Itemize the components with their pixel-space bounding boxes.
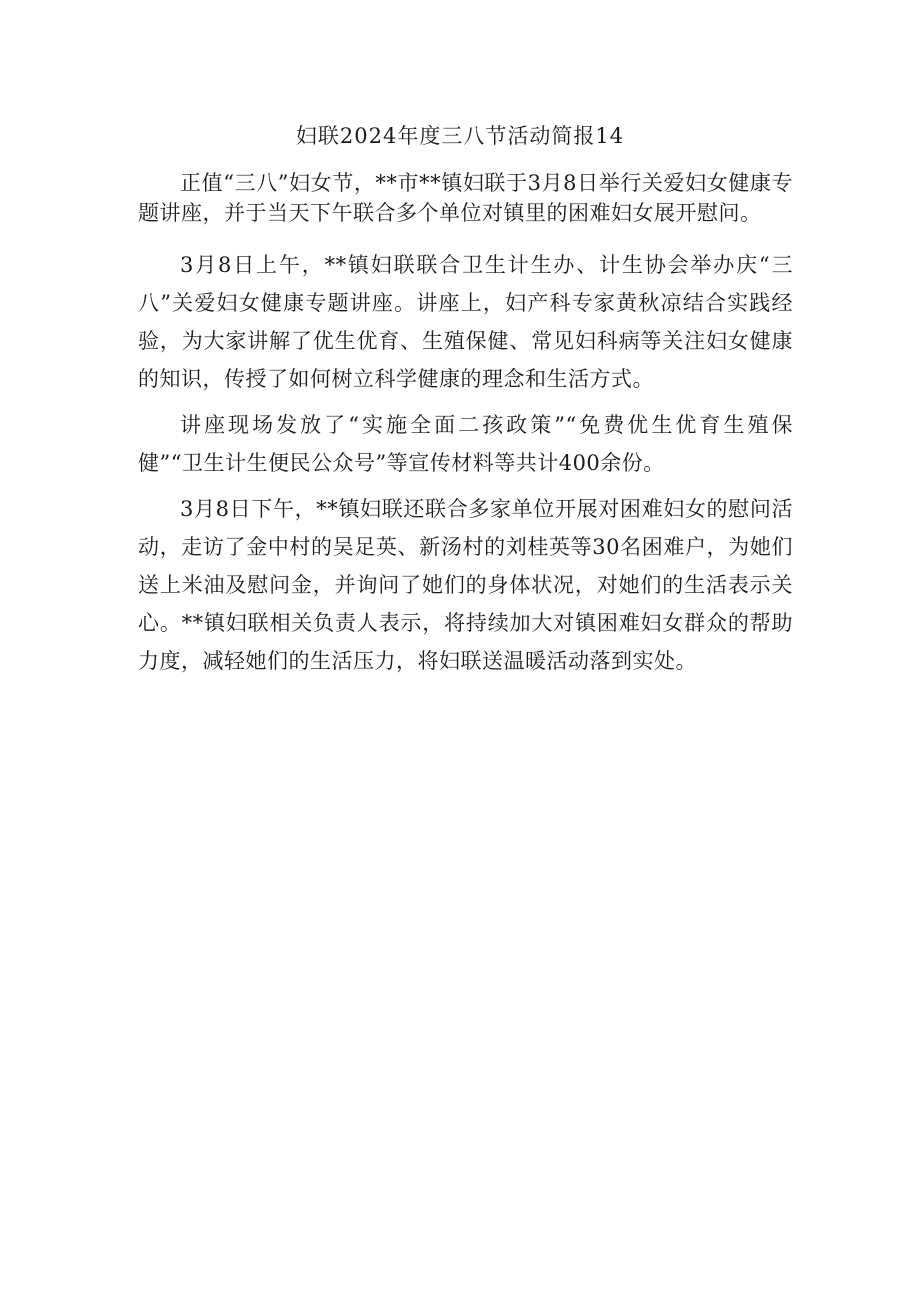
paragraph-materials: 讲座现场发放了“实施全面二孩政策”“免费优生优育生殖保健”“卫生计生便民公众号”等宣传材料等共计400余份。 bbox=[138, 413, 793, 475]
paragraph-visits: 3月8日下午，**镇妇联还联合多家单位开展对困难妇女的慰问活动，走访了金中村的吴足英、新汤村的刘桂英等30名困难户，为她们送上米油及慰问金，并询问了她们的身体状况，对她们的生活表示关心。**镇妇联相关负责人表示，将持续加大对镇困难妇女群众的帮助力度，减轻她们的生活压力，将妇联送温暖活动落到实处。 bbox=[138, 497, 793, 673]
paragraph-intro: 正值“三八”妇女节，**市**镇妇联于3月8日举行关爱妇女健康专题讲座，并于当天下午联合多个单位对镇里的困难妇女展开慰问。 bbox=[138, 171, 793, 225]
document-title: 妇联2024年度三八节活动简报14 bbox=[295, 124, 625, 148]
document-body bbox=[138, 168, 793, 680]
paragraph-lecture: 3月8日上午，**镇妇联联合卫生计生办、计生协会举办庆“三八”关爱妇女健康专题讲座。讲座上，妇产科专家黄秋凉结合实践经验，为大家讲解了优生优育、生殖保健、常见妇科病等关注妇女健康的知识，传授了如何树立科学健康的理念和生活方式。 bbox=[138, 253, 793, 391]
